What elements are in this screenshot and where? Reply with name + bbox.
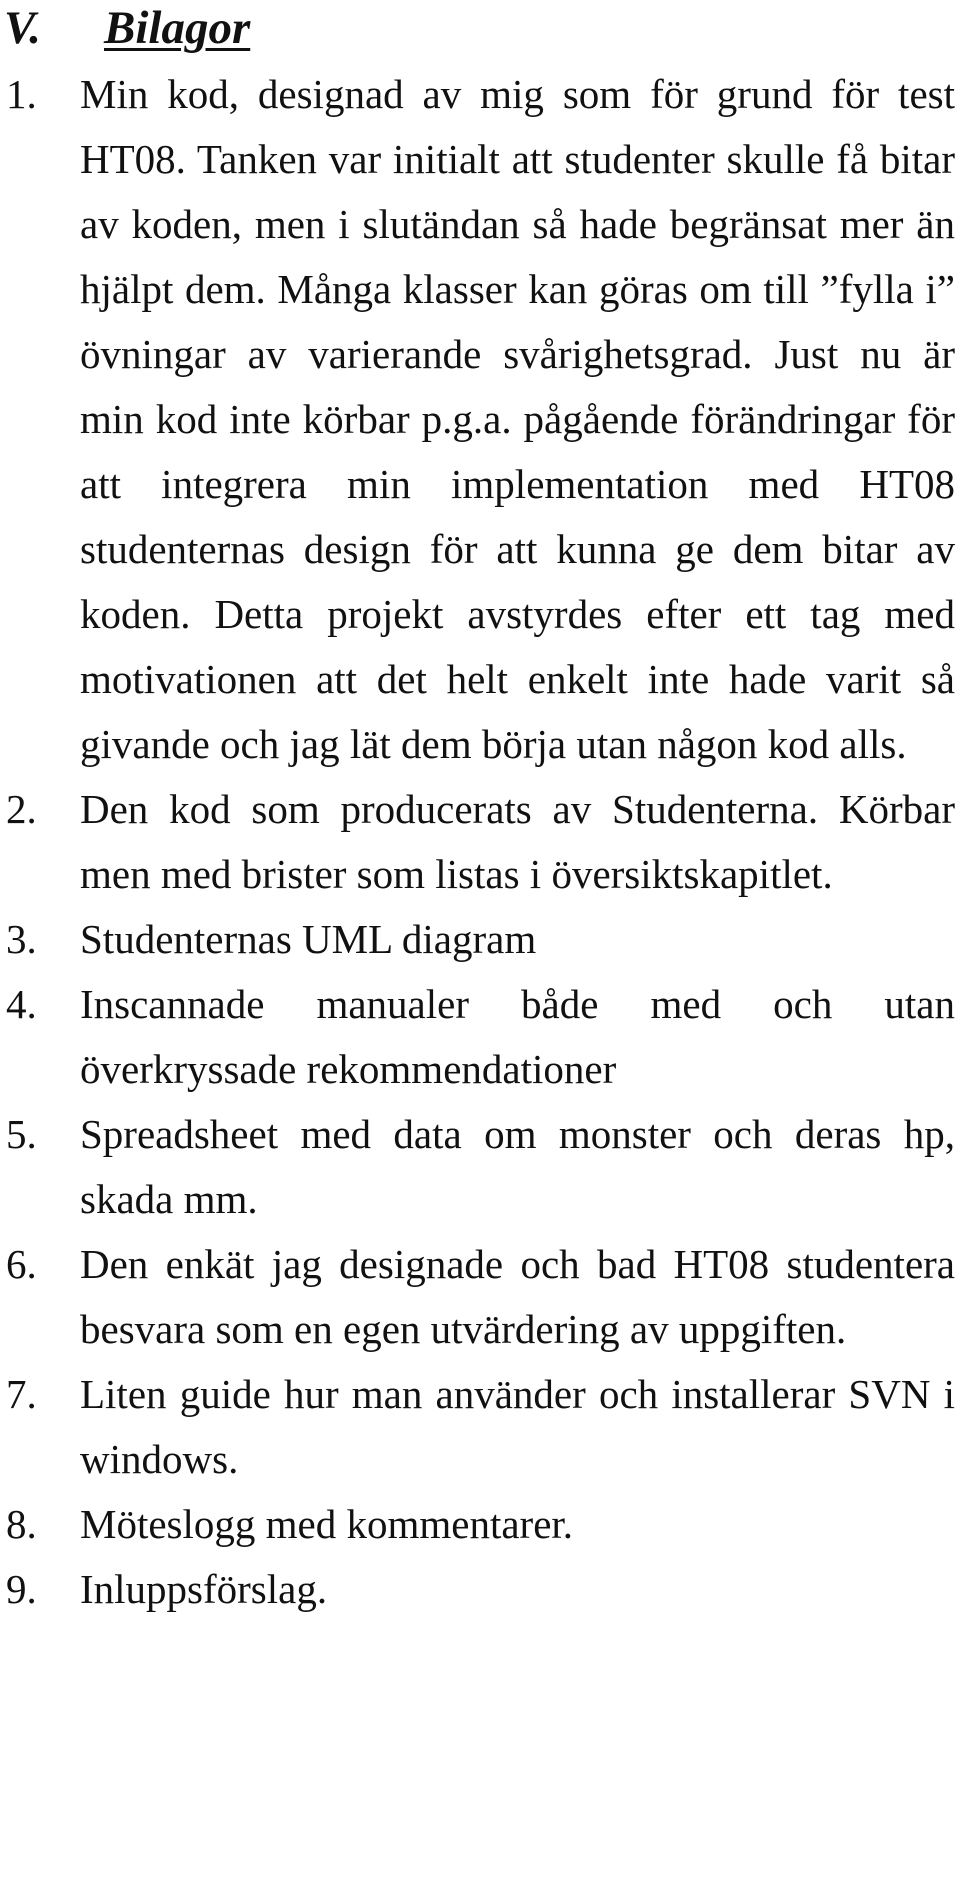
- list-item: [0, 777, 955, 907]
- list-item-text: Studenternas UML diagram: [80, 916, 537, 962]
- list-item-number: 5.: [6, 1111, 37, 1157]
- list-item-text: Inluppsförslag.: [80, 1566, 328, 1612]
- list-item-number: 2.: [6, 786, 37, 832]
- section-title: Bilagor: [104, 2, 251, 54]
- list-item-number: 7.: [6, 1371, 37, 1417]
- list-item-text: Liten guide hur man använder och installerar SVN i windows.: [80, 1371, 955, 1482]
- list-item: [0, 1232, 955, 1362]
- list-item: [0, 972, 955, 1102]
- list-item-number: 1.: [6, 71, 37, 117]
- list-item-number: 4.: [6, 981, 37, 1027]
- list-item-number: 9.: [6, 1566, 37, 1612]
- attachment-list: [0, 62, 960, 1622]
- list-item: [0, 1557, 955, 1622]
- list-item: [0, 1102, 955, 1232]
- list-item: [0, 1492, 955, 1557]
- list-item-number: 3.: [6, 916, 37, 962]
- list-item-text: Den enkät jag designade och bad HT08 studentera besvara som en egen utvärdering av uppgiften.: [80, 1241, 955, 1352]
- list-item-number: 8.: [6, 1501, 37, 1547]
- list-item: [0, 907, 955, 972]
- list-item-text: Möteslogg med kommentarer.: [80, 1501, 574, 1547]
- list-item-text: Spreadsheet med data om monster och deras hp, skada mm.: [80, 1111, 955, 1222]
- list-item-text: Den kod som producerats av Studenterna. Körbar men med brister som listas i översiktskapitlet.: [80, 786, 955, 897]
- section-heading: [4, 2, 250, 54]
- list-item-number: 6.: [6, 1241, 37, 1287]
- list-item-text: Min kod, designad av mig som för grund för test HT08. Tanken var initialt att studenter skulle få bitar av koden, men i slutändan så hade begränsat mer än hjälpt dem. Många klasser kan göras om till ”fylla i” övningar av varierande svårighetsgrad. Just nu är min kod inte körbar p.g.a. pågående förändringar för att integrera min implementation med HT08 studenternas design för att kunna ge dem bitar av koden. Detta projekt avstyrdes efter ett tag med motivationen att det helt enkelt inte hade varit så givande och jag lät dem börja utan någon kod alls.: [80, 71, 955, 767]
- list-item: [0, 1362, 955, 1492]
- list-item-text: Inscannade manualer både med och utan överkryssade rekommendationer: [80, 981, 955, 1092]
- section-number: V.: [4, 2, 42, 54]
- list-item: [0, 62, 955, 777]
